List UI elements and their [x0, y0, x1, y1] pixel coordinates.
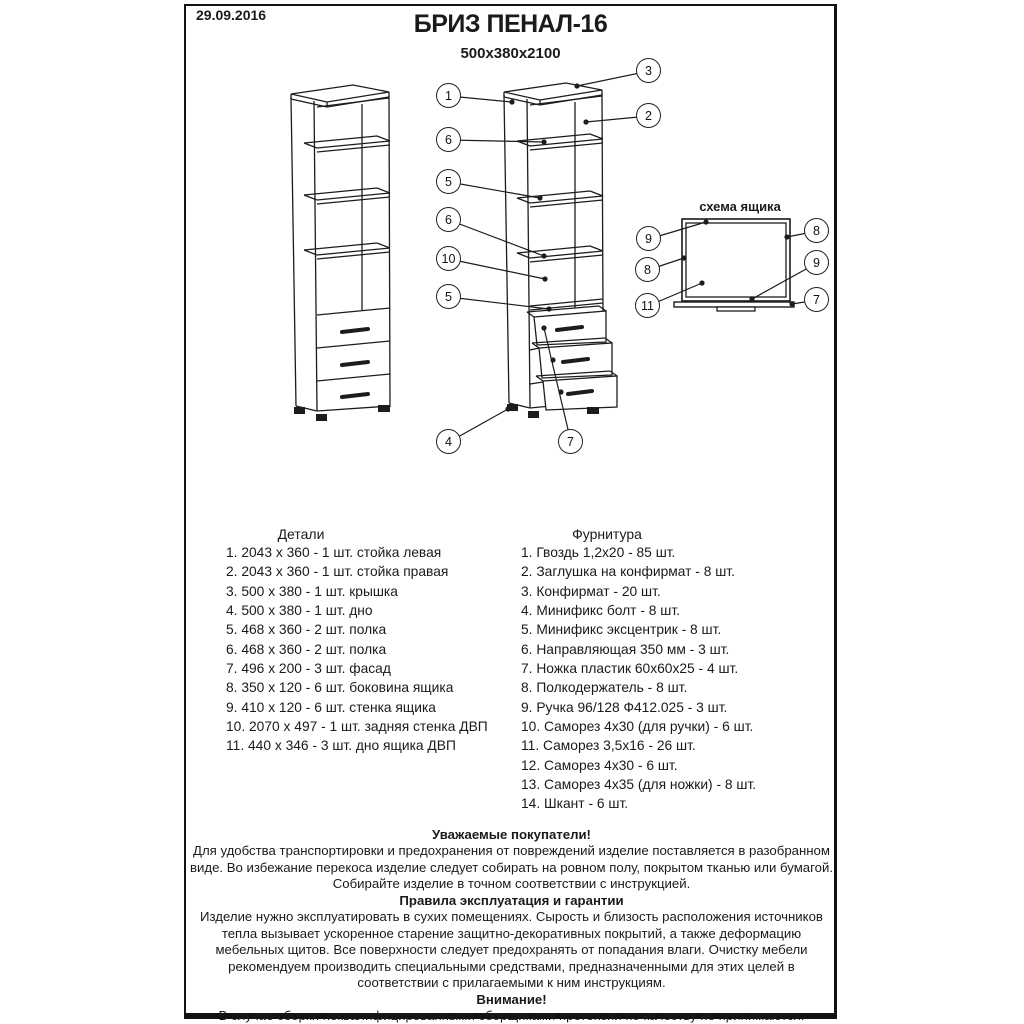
hardware-list-item: 12. Саморез 4х30 - 6 шт.	[521, 757, 678, 773]
notes-rules-title: Правила эксплуатация и гарантии	[399, 892, 624, 908]
callout-circle: 9	[804, 250, 829, 275]
hardware-list-item: 5. Минификс эксцентрик - 8 шт.	[521, 622, 722, 638]
callout-circle: 10	[436, 246, 461, 271]
assembly-diagram-svg	[184, 60, 838, 470]
parts-list-item: 3. 500 х 380 - 1 шт. крышка	[226, 583, 398, 599]
callout-circle: 8	[635, 257, 660, 282]
callout-circle: 4	[436, 429, 461, 454]
parts-list-item: 10. 2070 х 497 - 1 шт. задняя стенка ДВП	[226, 719, 488, 735]
hardware-list-title: Фурнитура	[572, 526, 642, 542]
product-dimensions: 500х380х2100	[460, 45, 561, 62]
hardware-list-item: 11. Саморез 3,5х16 - 26 шт.	[521, 738, 696, 754]
notes-section	[187, 827, 836, 1024]
parts-list-item: 6. 468 х 360 - 2 шт. полка	[226, 641, 387, 657]
hardware-list	[521, 543, 756, 814]
notes-greeting-title: Уважаемые покупатели!	[432, 827, 591, 842]
page-title: БРИЗ ПЕНАЛ-16	[413, 10, 608, 38]
callout-circle: 5	[436, 169, 461, 194]
hardware-list-item: 9. Ручка 96/128 Ф412.025 - 3 шт.	[521, 699, 728, 715]
hardware-list-item: 13. Саморез 4х35 (для ножки) - 8 шт.	[521, 777, 757, 793]
callout-circle: 6	[436, 127, 461, 152]
hardware-list-item: 4. Минификс болт - 8 шт.	[521, 603, 680, 619]
callout-circle: 3	[636, 58, 661, 83]
callout-circle: 2	[636, 103, 661, 128]
callout-circle: 9	[636, 226, 661, 251]
parts-list-item: 1. 2043 х 360 - 1 шт. стойка левая	[226, 545, 442, 560]
notes-attention-title: Внимание!	[476, 991, 547, 1007]
hardware-list-item: 8. Полкодержатель - 8 шт.	[521, 680, 688, 696]
drawer-schema-drawing	[674, 219, 794, 311]
document-date: 29.09.2016	[196, 7, 267, 23]
parts-list-title: Детали	[277, 526, 325, 542]
hardware-list-item: 3. Конфирмат - 20 шт.	[521, 583, 661, 599]
callout-circle: 8	[804, 218, 829, 243]
hardware-list-item: 7. Ножка пластик 60х60х25 - 4 шт.	[521, 661, 739, 677]
callout-circle: 1	[436, 83, 461, 108]
callout-circle: 11	[635, 293, 660, 318]
notes-rules-text: Изделие нужно эксплуатировать в сухих помещениях. Сырость и близость расположения источников тепла вызывает ускоренное старение защитно-декоративных покрытий, а также деформацию мебельных щитов. Все поверхности следует предохранять от попадания влаги. Очистку мебели рекомендуем производить специальными средствами, предназначенными для этих целей в соответствии с прилагаемыми к ним инструкциям.	[200, 909, 823, 991]
parts-list-item: 8. 350 х 120 - 6 шт. боковина ящика	[226, 680, 454, 696]
cabinet-assembled-drawing	[291, 85, 390, 421]
hardware-list-item: 6. Направляющая 350 мм - 3 шт.	[521, 641, 730, 657]
callout-circle: 6	[436, 207, 461, 232]
parts-list-item: 5. 468 х 360 - 2 шт. полка	[226, 622, 387, 638]
hardware-list-item: 14. Шкант - 6 шт.	[521, 796, 629, 812]
hardware-list-item: 1. Гвоздь 1,2х20 - 85 шт.	[521, 545, 676, 560]
callout-circle: 7	[804, 287, 829, 312]
parts-list-item: 4. 500 х 380 - 1 шт. дно	[226, 603, 373, 619]
notes-attention-text: В случае сборки неквалифицированными сборщиками претензии по качеству не принимаются.	[218, 1007, 805, 1023]
parts-list	[226, 543, 488, 756]
parts-list-item: 9. 410 х 120 - 6 шт. стенка ящика	[226, 699, 436, 715]
callout-circle: 7	[558, 429, 583, 454]
cabinet-exploded-drawing	[504, 83, 617, 418]
drawer-schema-label: схема ящика	[699, 199, 781, 214]
parts-list-item: 7. 496 х 200 - 3 шт. фасад	[226, 661, 391, 677]
parts-list-item: 11. 440 х 346 - 3 шт. дно ящика ДВП	[226, 738, 456, 754]
parts-list-item: 2. 2043 х 360 - 1 шт. стойка правая	[226, 564, 449, 580]
callout-circle: 5	[436, 284, 461, 309]
hardware-list-item: 2. Заглушка на конфирмат - 8 шт.	[521, 564, 735, 580]
hardware-list-item: 10. Саморез 4х30 (для ручки) - 6 шт.	[521, 719, 754, 735]
notes-greeting-text: Для удобства транспортировки и предохранения от повреждений изделие поставляется в разобранном виде. Во избежание перекоса изделие следует собирать на ровном полу, покрытом тканью или бумагой. Собирайте изделие в точном соответствии с инструкцией.	[190, 843, 833, 892]
